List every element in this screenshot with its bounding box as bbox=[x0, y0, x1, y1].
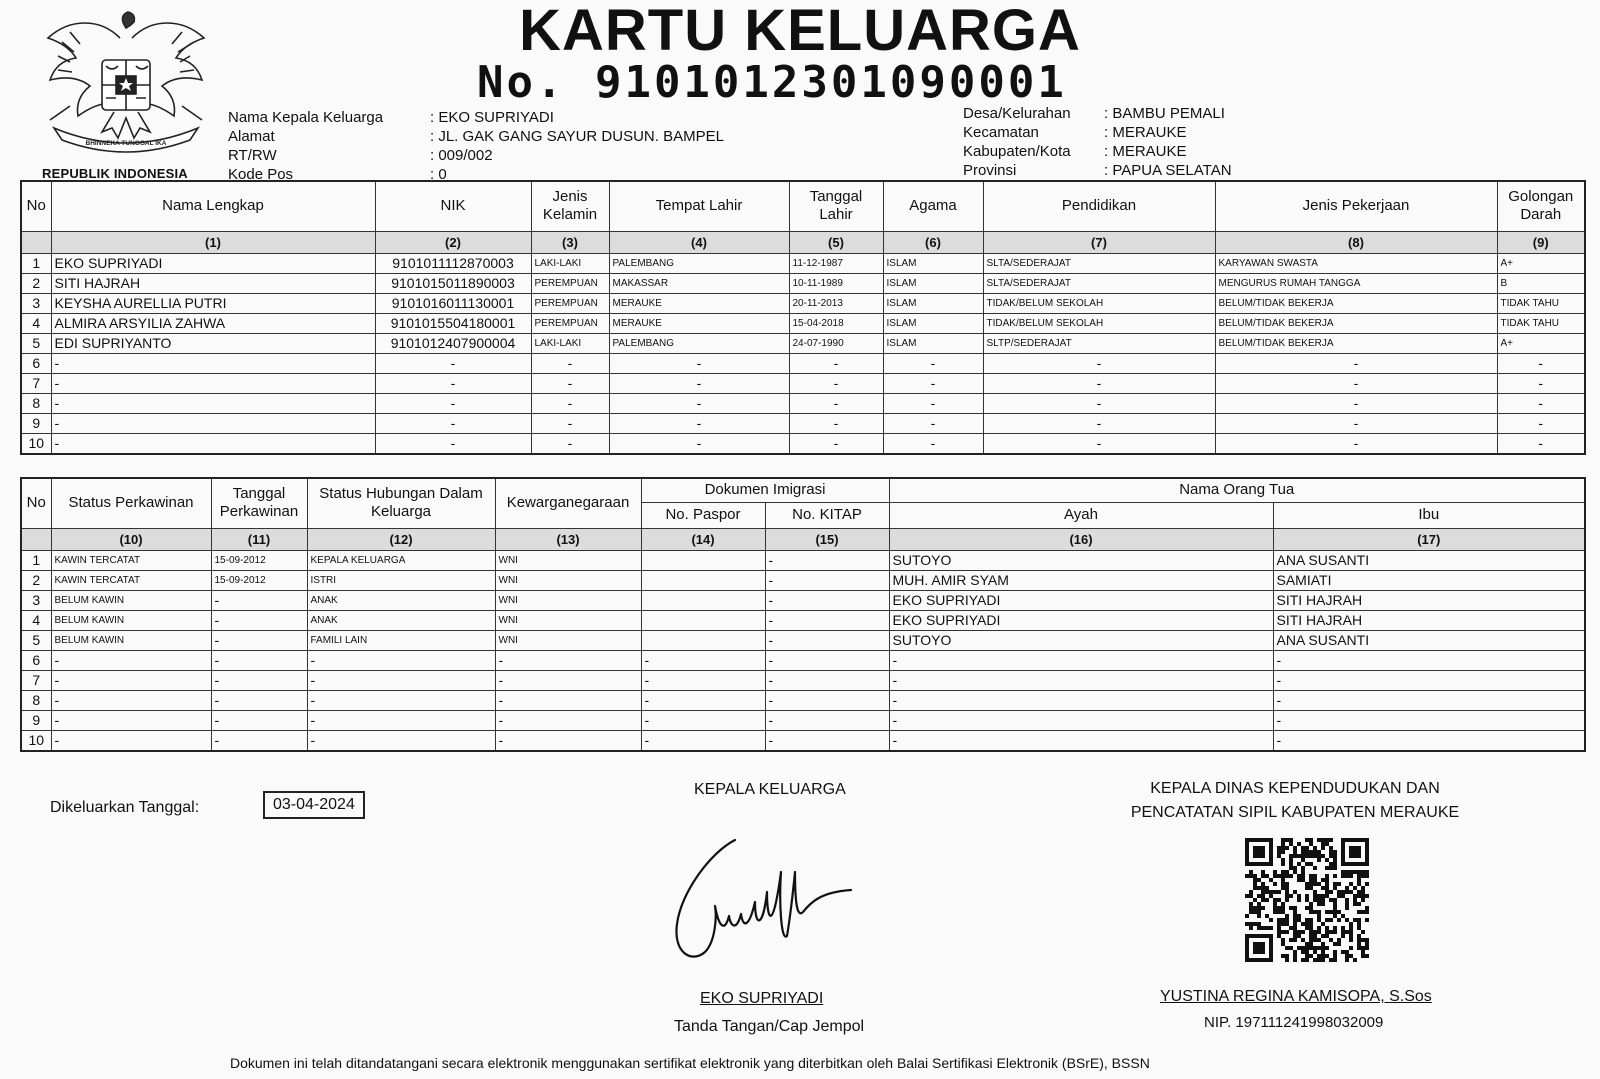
cell-tempat-lahir: MERAUKE bbox=[609, 313, 789, 333]
cell-agama: - bbox=[883, 433, 983, 454]
cell-nik: 9101015504180001 bbox=[375, 313, 531, 333]
cell-status-perkawinan: - bbox=[51, 650, 211, 670]
cell-pendidikan: - bbox=[983, 413, 1215, 433]
cell-pendidikan: - bbox=[983, 393, 1215, 413]
header-ayah: Ayah bbox=[889, 502, 1273, 528]
cell-pekerjaan: MENGURUS RUMAH TANGGA bbox=[1215, 273, 1497, 293]
cell-nama: - bbox=[51, 353, 375, 373]
colnum: (5) bbox=[789, 231, 883, 253]
head-of-family-name: EKO SUPRIYADI bbox=[700, 990, 824, 1007]
cell-pekerjaan: KARYAWAN SWASTA bbox=[1215, 253, 1497, 273]
cell-status-perkawinan: KAWIN TERCATAT bbox=[51, 550, 211, 570]
electronic-signature-disclaimer: Dokumen ini telah ditandatangani secara elektronik menggunakan sertifikat elektronik yang diterbitkan oleh Balai Sertifikasi Elektronik (BSrE), BSSN bbox=[230, 1055, 1150, 1071]
qr-code-icon bbox=[1245, 838, 1369, 962]
cell-pendidikan: TIDAK/BELUM SEKOLAH bbox=[983, 313, 1215, 333]
table-row bbox=[21, 630, 1585, 650]
cell-jenis-kelamin: - bbox=[531, 433, 609, 454]
cell-no: 2 bbox=[21, 273, 51, 293]
republic-label: REPUBLIK INDONESIA bbox=[42, 166, 188, 181]
colnum: (17) bbox=[1273, 528, 1585, 550]
cell-pendidikan: SLTA/SEDERAJAT bbox=[983, 273, 1215, 293]
table1-number-row bbox=[21, 231, 1585, 253]
cell-status-perkawinan: - bbox=[51, 690, 211, 710]
label-desa: Desa/Kelurahan bbox=[963, 105, 1071, 122]
cell-pendidikan: - bbox=[983, 353, 1215, 373]
label-rtrw: RT/RW bbox=[228, 147, 277, 164]
table-row bbox=[21, 373, 1585, 393]
cell-status-hubungan: ANAK bbox=[307, 610, 495, 630]
cell-no-paspor bbox=[641, 590, 765, 610]
cell-nama: ALMIRA ARSYILIA ZAHWA bbox=[51, 313, 375, 333]
cell-kewarganegaraan: WNI bbox=[495, 630, 641, 650]
cell-kewarganegaraan: - bbox=[495, 690, 641, 710]
cell-golongan-darah: - bbox=[1497, 413, 1585, 433]
emblem-motto: BHINNEKA TUNGGAL IKA bbox=[85, 140, 167, 147]
cell-no-paspor: - bbox=[641, 650, 765, 670]
cell-ayah: SUTOYO bbox=[889, 630, 1273, 650]
cell-tanggal-lahir: - bbox=[789, 413, 883, 433]
cell-golongan-darah: - bbox=[1497, 393, 1585, 413]
cell-status-hubungan: ISTRI bbox=[307, 570, 495, 590]
value-rtrw: : 009/002 bbox=[430, 147, 493, 164]
cell-tanggal-perkawinan: - bbox=[211, 590, 307, 610]
table2-number-row bbox=[21, 528, 1585, 550]
cell-tanggal-lahir: 20-11-2013 bbox=[789, 293, 883, 313]
cell-nik: 9101012407900004 bbox=[375, 333, 531, 353]
cell-jenis-kelamin: LAKI-LAKI bbox=[531, 253, 609, 273]
cell-tempat-lahir: - bbox=[609, 393, 789, 413]
cell-jenis-kelamin: - bbox=[531, 373, 609, 393]
header-right-values bbox=[1104, 104, 1232, 180]
table1-body bbox=[21, 253, 1585, 454]
cell-agama: - bbox=[883, 373, 983, 393]
cell-no: 7 bbox=[21, 670, 51, 690]
cell-no-kitap: - bbox=[765, 610, 889, 630]
header-no-kitap: No. KITAP bbox=[765, 502, 889, 528]
value-alamat: : JL. GAK GANG SAYUR DUSUN. BAMPEL bbox=[430, 128, 724, 145]
cell-no: 3 bbox=[21, 590, 51, 610]
cell-ayah: - bbox=[889, 650, 1273, 670]
header-no: No bbox=[21, 478, 51, 528]
header-left-values bbox=[430, 108, 724, 184]
cell-no: 4 bbox=[21, 610, 51, 630]
cell-nama: SITI HAJRAH bbox=[51, 273, 375, 293]
colnum: (4) bbox=[609, 231, 789, 253]
cell-nik: - bbox=[375, 373, 531, 393]
cell-no: 5 bbox=[21, 630, 51, 650]
issued-date-value: 03-04-2024 bbox=[263, 791, 365, 819]
table2-body bbox=[21, 550, 1585, 751]
cell-tanggal-lahir: - bbox=[789, 373, 883, 393]
cell-tanggal-perkawinan: - bbox=[211, 710, 307, 730]
cell-status-hubungan: FAMILI LAIN bbox=[307, 630, 495, 650]
cell-tempat-lahir: PALEMBANG bbox=[609, 253, 789, 273]
label-kabupaten: Kabupaten/Kota bbox=[963, 143, 1071, 160]
cell-kewarganegaraan: WNI bbox=[495, 590, 641, 610]
cell-status-perkawinan: - bbox=[51, 730, 211, 751]
cell-no-paspor bbox=[641, 610, 765, 630]
cell-no-kitap: - bbox=[765, 710, 889, 730]
table-row bbox=[21, 730, 1585, 751]
cell-no-kitap: - bbox=[765, 630, 889, 650]
cell-no-paspor: - bbox=[641, 730, 765, 751]
cell-nama: - bbox=[51, 373, 375, 393]
cell-status-hubungan: KEPALA KELUARGA bbox=[307, 550, 495, 570]
cell-tanggal-perkawinan: - bbox=[211, 670, 307, 690]
colnum: (15) bbox=[765, 528, 889, 550]
cell-jenis-kelamin: - bbox=[531, 353, 609, 373]
cell-agama: ISLAM bbox=[883, 333, 983, 353]
cell-ayah: - bbox=[889, 710, 1273, 730]
cell-tempat-lahir: PALEMBANG bbox=[609, 333, 789, 353]
value-provinsi: : PAPUA SELATAN bbox=[1104, 162, 1232, 179]
cell-no-paspor: - bbox=[641, 710, 765, 730]
header-status-perkawinan: Status Perkawinan bbox=[51, 478, 211, 528]
header-ibu: Ibu bbox=[1273, 502, 1585, 528]
official-name: YUSTINA REGINA KAMISOPA, S.Sos bbox=[1160, 988, 1432, 1005]
value-desa: : BAMBU PEMALI bbox=[1104, 105, 1225, 122]
label-nama-kepala: Nama Kepala Keluarga bbox=[228, 109, 384, 126]
cell-no-kitap: - bbox=[765, 650, 889, 670]
value-kodepos: : 0 bbox=[430, 166, 447, 183]
cell-kewarganegaraan: WNI bbox=[495, 570, 641, 590]
cell-pendidikan: - bbox=[983, 373, 1215, 393]
cell-nik: - bbox=[375, 353, 531, 373]
cell-status-perkawinan: KAWIN TERCATAT bbox=[51, 570, 211, 590]
cell-golongan-darah: - bbox=[1497, 433, 1585, 454]
cell-no: 8 bbox=[21, 393, 51, 413]
cell-ibu: ANA SUSANTI bbox=[1273, 550, 1585, 570]
table-row bbox=[21, 333, 1585, 353]
cell-ibu: ANA SUSANTI bbox=[1273, 630, 1585, 650]
table1-header-row bbox=[21, 181, 1585, 231]
cell-nama: KEYSHA AURELLIA PUTRI bbox=[51, 293, 375, 313]
header-pendidikan: Pendidikan bbox=[983, 181, 1215, 231]
colnum: (14) bbox=[641, 528, 765, 550]
cell-nik: - bbox=[375, 433, 531, 454]
cell-no: 5 bbox=[21, 333, 51, 353]
table-row bbox=[21, 413, 1585, 433]
cell-tanggal-lahir: 11-12-1987 bbox=[789, 253, 883, 273]
table-row bbox=[21, 433, 1585, 454]
table-row bbox=[21, 393, 1585, 413]
cell-nama: EDI SUPRIYANTO bbox=[51, 333, 375, 353]
header-jenis-kelamin: Jenis Kelamin bbox=[531, 181, 609, 231]
table-row bbox=[21, 293, 1585, 313]
cell-ibu: SITI HAJRAH bbox=[1273, 610, 1585, 630]
cell-no-paspor: - bbox=[641, 690, 765, 710]
colnum: (3) bbox=[531, 231, 609, 253]
cell-tanggal-lahir: - bbox=[789, 393, 883, 413]
header-tanggal-perkawinan: Tanggal Perkawinan bbox=[211, 478, 307, 528]
cell-status-perkawinan: BELUM KAWIN bbox=[51, 610, 211, 630]
colnum: (13) bbox=[495, 528, 641, 550]
cell-pendidikan: TIDAK/BELUM SEKOLAH bbox=[983, 293, 1215, 313]
cell-no-kitap: - bbox=[765, 670, 889, 690]
cell-ibu: - bbox=[1273, 650, 1585, 670]
cell-nik: 9101016011130001 bbox=[375, 293, 531, 313]
cell-nama: - bbox=[51, 433, 375, 454]
cell-no: 10 bbox=[21, 730, 51, 751]
cell-golongan-darah: TIDAK TAHU bbox=[1497, 293, 1585, 313]
cell-ibu: - bbox=[1273, 710, 1585, 730]
cell-pendidikan: SLTA/SEDERAJAT bbox=[983, 253, 1215, 273]
header-right-labels bbox=[963, 104, 1071, 180]
cell-kewarganegaraan: - bbox=[495, 710, 641, 730]
table-row bbox=[21, 353, 1585, 373]
cell-no-kitap: - bbox=[765, 570, 889, 590]
cell-status-perkawinan: BELUM KAWIN bbox=[51, 630, 211, 650]
cell-pekerjaan: - bbox=[1215, 353, 1497, 373]
cell-tempat-lahir: - bbox=[609, 433, 789, 454]
table-row bbox=[21, 550, 1585, 570]
issued-date-label: Dikeluarkan Tanggal: bbox=[50, 799, 200, 816]
cell-golongan-darah: A+ bbox=[1497, 333, 1585, 353]
cell-no: 6 bbox=[21, 650, 51, 670]
official-nip: NIP. 197111241998032009 bbox=[1204, 1014, 1384, 1031]
cell-pendidikan: - bbox=[983, 433, 1215, 454]
cell-golongan-darah: - bbox=[1497, 353, 1585, 373]
label-kecamatan: Kecamatan bbox=[963, 124, 1039, 141]
cell-no: 8 bbox=[21, 690, 51, 710]
cell-nama: EKO SUPRIYADI bbox=[51, 253, 375, 273]
cell-no-paspor bbox=[641, 570, 765, 590]
cell-no: 3 bbox=[21, 293, 51, 313]
header-left-labels bbox=[228, 108, 383, 184]
cell-tempat-lahir: MAKASSAR bbox=[609, 273, 789, 293]
colnum: (10) bbox=[51, 528, 211, 550]
official-role-line-2: PENCATATAN SIPIL KABUPATEN MERAUKE bbox=[1130, 804, 1460, 821]
cell-nik: 9101011112870003 bbox=[375, 253, 531, 273]
cell-status-hubungan: - bbox=[307, 730, 495, 751]
cell-tanggal-lahir: - bbox=[789, 353, 883, 373]
cell-agama: - bbox=[883, 353, 983, 373]
signature-caption: Tanda Tangan/Cap Jempol bbox=[674, 1018, 865, 1035]
cell-status-hubungan: - bbox=[307, 670, 495, 690]
cell-agama: - bbox=[883, 393, 983, 413]
cell-pekerjaan: BELUM/TIDAK BEKERJA bbox=[1215, 333, 1497, 353]
cell-jenis-kelamin: LAKI-LAKI bbox=[531, 333, 609, 353]
header-agama: Agama bbox=[883, 181, 983, 231]
cell-kewarganegaraan: - bbox=[495, 670, 641, 690]
cell-pekerjaan: - bbox=[1215, 373, 1497, 393]
cell-no-kitap: - bbox=[765, 590, 889, 610]
cell-tempat-lahir: - bbox=[609, 353, 789, 373]
cell-pekerjaan: - bbox=[1215, 393, 1497, 413]
cell-ayah: MUH. AMIR SYAM bbox=[889, 570, 1273, 590]
cell-jenis-kelamin: - bbox=[531, 413, 609, 433]
cell-no-paspor bbox=[641, 550, 765, 570]
cell-ibu: - bbox=[1273, 730, 1585, 751]
table-row bbox=[21, 313, 1585, 333]
signature-icon bbox=[671, 832, 857, 970]
cell-pekerjaan: BELUM/TIDAK BEKERJA bbox=[1215, 293, 1497, 313]
cell-ayah: EKO SUPRIYADI bbox=[889, 610, 1273, 630]
header-nama-orang-tua: Nama Orang Tua bbox=[889, 478, 1585, 502]
cell-tanggal-perkawinan: - bbox=[211, 690, 307, 710]
header-status-hubungan: Status Hubungan Dalam Keluarga bbox=[307, 478, 495, 528]
family-members-table bbox=[20, 180, 1586, 455]
cell-kewarganegaraan: WNI bbox=[495, 550, 641, 570]
cell-no: 9 bbox=[21, 413, 51, 433]
cell-no: 10 bbox=[21, 433, 51, 454]
table-row bbox=[21, 273, 1585, 293]
cell-tempat-lahir: - bbox=[609, 413, 789, 433]
cell-ibu: - bbox=[1273, 670, 1585, 690]
cell-jenis-kelamin: - bbox=[531, 393, 609, 413]
head-of-family-role: KEPALA KELUARGA bbox=[694, 781, 846, 798]
table-row bbox=[21, 650, 1585, 670]
cell-agama: - bbox=[883, 413, 983, 433]
cell-pekerjaan: - bbox=[1215, 413, 1497, 433]
cell-golongan-darah: A+ bbox=[1497, 253, 1585, 273]
colnum: (16) bbox=[889, 528, 1273, 550]
cell-no-kitap: - bbox=[765, 690, 889, 710]
cell-pendidikan: SLTP/SEDERAJAT bbox=[983, 333, 1215, 353]
cell-kewarganegaraan: - bbox=[495, 730, 641, 751]
cell-agama: ISLAM bbox=[883, 253, 983, 273]
cell-ibu: SAMIATI bbox=[1273, 570, 1585, 590]
cell-pekerjaan: BELUM/TIDAK BEKERJA bbox=[1215, 313, 1497, 333]
cell-tanggal-perkawinan: 15-09-2012 bbox=[211, 550, 307, 570]
cell-tempat-lahir: MERAUKE bbox=[609, 293, 789, 313]
table-row bbox=[21, 570, 1585, 590]
colnum: (2) bbox=[375, 231, 531, 253]
header-dokumen-imigrasi: Dokumen Imigrasi bbox=[641, 478, 889, 502]
cell-tanggal-lahir: 15-04-2018 bbox=[789, 313, 883, 333]
cell-ayah: - bbox=[889, 730, 1273, 751]
kk-number: No. 9101012301090001 bbox=[477, 57, 1067, 108]
cell-tanggal-perkawinan: - bbox=[211, 650, 307, 670]
cell-tanggal-lahir: 10-11-1989 bbox=[789, 273, 883, 293]
table-row bbox=[21, 710, 1585, 730]
cell-jenis-kelamin: PEREMPUAN bbox=[531, 313, 609, 333]
cell-status-perkawinan: - bbox=[51, 710, 211, 730]
colnum: (12) bbox=[307, 528, 495, 550]
table-row bbox=[21, 690, 1585, 710]
colnum: (7) bbox=[983, 231, 1215, 253]
label-kodepos: Kode Pos bbox=[228, 166, 294, 183]
colnum: (6) bbox=[883, 231, 983, 253]
cell-status-hubungan: - bbox=[307, 710, 495, 730]
cell-no-paspor: - bbox=[641, 670, 765, 690]
header-no-paspor: No. Paspor bbox=[641, 502, 765, 528]
cell-agama: ISLAM bbox=[883, 313, 983, 333]
colnum: (9) bbox=[1497, 231, 1585, 253]
cell-no-paspor bbox=[641, 630, 765, 650]
table2-header-row-1 bbox=[21, 478, 1585, 502]
label-provinsi: Provinsi bbox=[963, 162, 1017, 179]
value-kabupaten: : MERAUKE bbox=[1104, 143, 1187, 160]
table-row bbox=[21, 253, 1585, 273]
official-role bbox=[1105, 777, 1485, 825]
cell-tanggal-perkawinan: - bbox=[211, 610, 307, 630]
cell-no: 1 bbox=[21, 550, 51, 570]
colnum: (8) bbox=[1215, 231, 1497, 253]
header-golongan-darah: Golongan Darah bbox=[1497, 181, 1585, 231]
cell-ayah: - bbox=[889, 670, 1273, 690]
cell-ayah: EKO SUPRIYADI bbox=[889, 590, 1273, 610]
header-tempat-lahir: Tempat Lahir bbox=[609, 181, 789, 231]
cell-no: 2 bbox=[21, 570, 51, 590]
header-tanggal-lahir: Tanggal Lahir bbox=[789, 181, 883, 231]
marital-status-table bbox=[20, 477, 1586, 752]
cell-tanggal-lahir: 24-07-1990 bbox=[789, 333, 883, 353]
cell-status-perkawinan: BELUM KAWIN bbox=[51, 590, 211, 610]
cell-agama: ISLAM bbox=[883, 293, 983, 313]
cell-nama: - bbox=[51, 393, 375, 413]
cell-status-hubungan: - bbox=[307, 690, 495, 710]
cell-kewarganegaraan: - bbox=[495, 650, 641, 670]
cell-golongan-darah: - bbox=[1497, 373, 1585, 393]
official-role-line-1: KEPALA DINAS KEPENDUDUKAN DAN bbox=[1150, 780, 1440, 797]
cell-no-kitap: - bbox=[765, 730, 889, 751]
table-row bbox=[21, 610, 1585, 630]
cell-status-hubungan: ANAK bbox=[307, 590, 495, 610]
cell-ibu: SITI HAJRAH bbox=[1273, 590, 1585, 610]
cell-tanggal-perkawinan: - bbox=[211, 730, 307, 751]
value-nama-kepala: : EKO SUPRIYADI bbox=[430, 109, 554, 126]
value-kecamatan: : MERAUKE bbox=[1104, 124, 1187, 141]
cell-jenis-kelamin: PEREMPUAN bbox=[531, 273, 609, 293]
label-alamat: Alamat bbox=[228, 128, 275, 145]
cell-no: 1 bbox=[21, 253, 51, 273]
cell-agama: ISLAM bbox=[883, 273, 983, 293]
table-row bbox=[21, 670, 1585, 690]
cell-nik: - bbox=[375, 393, 531, 413]
header-no: No bbox=[21, 181, 51, 231]
cell-no-kitap: - bbox=[765, 550, 889, 570]
header-kewarganegaraan: Kewarganegaraan bbox=[495, 478, 641, 528]
cell-kewarganegaraan: WNI bbox=[495, 610, 641, 630]
cell-status-perkawinan: - bbox=[51, 670, 211, 690]
cell-ayah: - bbox=[889, 690, 1273, 710]
cell-no: 4 bbox=[21, 313, 51, 333]
cell-ayah: SUTOYO bbox=[889, 550, 1273, 570]
cell-golongan-darah: TIDAK TAHU bbox=[1497, 313, 1585, 333]
cell-tempat-lahir: - bbox=[609, 373, 789, 393]
cell-status-hubungan: - bbox=[307, 650, 495, 670]
header-jenis-pekerjaan: Jenis Pekerjaan bbox=[1215, 181, 1497, 231]
cell-jenis-kelamin: PEREMPUAN bbox=[531, 293, 609, 313]
cell-pekerjaan: - bbox=[1215, 433, 1497, 454]
cell-tanggal-perkawinan: 15-09-2012 bbox=[211, 570, 307, 590]
cell-golongan-darah: B bbox=[1497, 273, 1585, 293]
cell-no: 9 bbox=[21, 710, 51, 730]
cell-tanggal-lahir: - bbox=[789, 433, 883, 454]
cell-nama: - bbox=[51, 413, 375, 433]
cell-nik: 9101015011890003 bbox=[375, 273, 531, 293]
cell-no: 6 bbox=[21, 353, 51, 373]
colnum: (1) bbox=[51, 231, 375, 253]
cell-nik: - bbox=[375, 413, 531, 433]
cell-ibu: - bbox=[1273, 690, 1585, 710]
table-row bbox=[21, 590, 1585, 610]
header-nama-lengkap: Nama Lengkap bbox=[51, 181, 375, 231]
document-title: KARTU KELUARGA bbox=[519, 0, 1081, 63]
cell-no: 7 bbox=[21, 373, 51, 393]
header-nik: NIK bbox=[375, 181, 531, 231]
colnum: (11) bbox=[211, 528, 307, 550]
cell-tanggal-perkawinan: - bbox=[211, 630, 307, 650]
